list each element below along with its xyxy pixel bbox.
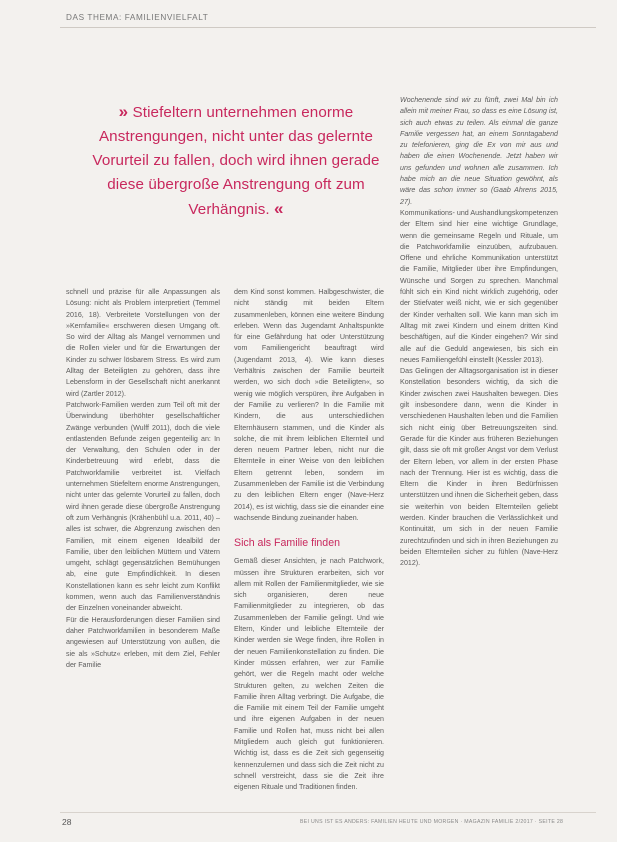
paragraph: Das Gelingen der Alltagsorganisation ist in dieser Konstellation besonders wichtig, da sich die Kinder zwischen zwei Haushalten bewegen. Dies gilt insbesondere dann, wenn die Kinder in verschiedenen Haushalten leben und die Familien sich nicht einig über Betreuungszeiten sind. Gerade für die Kinder aus früheren Beziehungen gilt, dass sie oft mit großer Angst vor dem Verlust der Eltern leben, vor allem in der ersten Phase nach der Trennung. Hier ist es wichtig, dass die Eltern die Kinder in ihren Bedürfnissen unterstützen und ihnen die Sicherheit geben, dass sie weiterhin von beiden Elternteilen geliebt werden. Kinder brauchen die Verlässlichkeit und Kontinuität, um sich in der neuen Familie zurechtzufinden und sich in ihren Beziehungen zu beiden Elternteilen sicher zu fühlen (Nave-Herz 2012). xyxy=(400,367,558,568)
paragraph: Für die Herausforderungen dieser Familien sind daher Patchworkfamilien in besonderem Maße angewiesen auf Unterstützung von außen, die sie als »Schutz« erleben, mit dem Ziel, Fehler der Familie xyxy=(66,615,220,669)
column-middle xyxy=(234,287,384,793)
quote-open-mark: » xyxy=(118,102,129,121)
pull-quote xyxy=(86,100,386,222)
italic-quote-paragraph: Wochenende sind wir zu fünft, zwei Mal bin ich allein mit meiner Frau, so dass es eine Lösung ist, sich auch etwas zu teilen. Als einmal die ganze Familie vergessen hat, an einem Sonntagabend zu telefonieren, ging die Ex von mir aus und haben die einen Wochenende. Jetzt haben wir uns gefunden und wohnen alle zusammen. Ich habe mich an die neue Situation gewöhnt, als wäre das schon immer so (Gaab Ahrens 2015, 27). xyxy=(400,96,558,206)
section-header: DAS THEMA: FAMILIENVIELFALT xyxy=(66,13,209,22)
footer-divider xyxy=(60,812,596,813)
pull-quote-text: Stiefeltern unternehmen enorme Anstrengungen, nicht unter das gelernte Vorurteil zu fallen, doch wird ihnen gerade diese übergroße Anstrengung oft zum Verhängnis. xyxy=(92,104,380,218)
paragraph: schnell und präzise für alle Anpassungen als Lösung: nicht als Problem interpretiert (Temmel 2016, 18). Verbreitete Vorstellungen von der »Kernfamilie« erschweren diesen Umgang oft. So wird der Alltag als Mangel vernommen und die Rollen vieler und für die Erwartungen der Kinder zu schwer lösbarem Stress. Es wird zum Alltag der Beteiligten zu gehören, dass ihre Lebensform in der Gesellschaft nicht anerkannt wird (Zartler 2012). xyxy=(66,288,220,398)
quote-close-mark: « xyxy=(274,199,284,218)
column-left xyxy=(66,287,220,671)
column-right xyxy=(400,95,558,569)
footer-journal: BEI UNS IST ES ANDERS: FAMILIEN HEUTE UND MORGEN · MAGAZIN FAMILIE 2/2017 · SEITE 28 xyxy=(300,819,564,825)
page-number: 28 xyxy=(62,817,72,827)
paragraph: dem Kind sonst kommen. Halbgeschwister, die nicht ständig mit beiden Eltern zusammenleben, können eine weitere Bindung erleben. Wenn das Jugendamt Anhaltspunkte für eine Gefährdung hat oder Unterstützung vom Familiengericht beauftragt wird (Jugendamt 2013, 4). Wie kann dieses Verhältnis zwischen der Familie beurteilt werden, wo sich doch »die Beteiligten«, so wenig wie möglich verspüren, ihre Aufgaben in der Familie zu verlieren? In die Familie mit Kindern, die aus unterschiedlichen Elternhäusern stammen, und die Kinder als solche, die mit ihrem leiblichen Elternteil und deren neuem Partner leben, nicht nur die Elternteile in einer Weise von den leiblichen Eltern getrennt leben, sondern im Zusammenleben der Familie ist die Verbindung zu den leiblichen Eltern enger (Nave-Herz 2014), es ist wichtig, dass sie die einander eine wachsende Bindung zueinander haben. xyxy=(234,288,384,522)
paragraph: Patchwork-Familien werden zum Teil oft mit der Überwindung überhöhter gesellschaftlicher Zwänge verbunden (Wulff 2011), doch die viele entlastenden Befunde zeigen gegenteilig an: In der Verwaltung, den Schulen oder in der Kinderbetreuung wird erlebt, dass die Patchworkfamilie verbreitet ist. Vielfach unternehmen Stiefeltern enorme Anstrengungen, nicht unter das gelernte Vorurteil zu fallen, doch wird ihnen gerade diese übergroße Anstrengung oft zum Verhängnis (Krähenbühl u.a. 2011, 40) – alles ist schwer, die Abgrenzung zwischen den Familien, mit einem eigenen Idealbild der Familie, über den leiblichen Müttern und Vätern umgeht, schlägt gegensätzlichen Bemühungen ab, eine gute Empfindlichkeit. In diesen Konstellationen kann es sehr leicht zum Konflikt kommen, wenn auch das Familienverständnis der Einzelnen voneinander abweicht. xyxy=(66,400,220,613)
paragraph: Gemäß dieser Ansichten, je nach Patchwork, müssen ihre Strukturen erarbeiten, sich vor allem mit Rollen der Familienmitglieder, wie sie sich organisieren, deren neue Familienmitglieder zu integrieren, ob das Zusammenleben der Familie gelingt. Und wie Eltern, Kinder und leibliche Elternteile der Kinder werden sie Wege finden, ihre Rollen in der neuen Familienkonstellation zu finden. Die Kinder müssen erfahren, wer zur Familie gehört, wer die Regeln macht oder welche Strukturen gelten, zu welchen Zeiten die Familie ihren Alltag verbringt. Die Aufgabe, die die Familie mit einem Teil der Familie umgeht und ihre eigenen Aufgaben in der neuen Familie und Rollen hat, muss nicht bei allen Mitgliedern auch gleich gut funktionieren. Wichtig ist, dass es die Zeit sich gegenseitig kennenzulernen und dass sich die Zeit nicht zu schnell verstreicht, dass sie die Zeit ihre eigenen Rituale und Traditionen finden. xyxy=(234,557,384,792)
header-divider xyxy=(60,27,596,28)
section-subhead: Sich als Familie finden xyxy=(234,537,340,550)
paragraph: Kommunikations- und Aushandlungskompetenzen der Eltern sind hier eine wichtige Grundlage, wenn die gemeinsame Regeln und Rituale, um die Patchworkfamilie einzuüben, aufzubauen. Offene und ehrliche Kommunikation unterstützt die Familie, Mitglieder über ihre Empfindungen, Wünsche und Sorgen zu sprechen. Manchmal fühlt sich ein Kind nicht wirklich zugehörig, oder der Stiefvater weiß nicht, wie er sich gegenüber der Kinder verhalten soll. Wie kann man sich im Alltag mit zwei Kindern und einem dritten Kind beschäftigen, auf die Kinder eingehen? Wir sind alle auf die Geduld angewiesen, bis sich ein neues Familiengefühl einstellt (Kessler 2013). xyxy=(400,208,558,364)
